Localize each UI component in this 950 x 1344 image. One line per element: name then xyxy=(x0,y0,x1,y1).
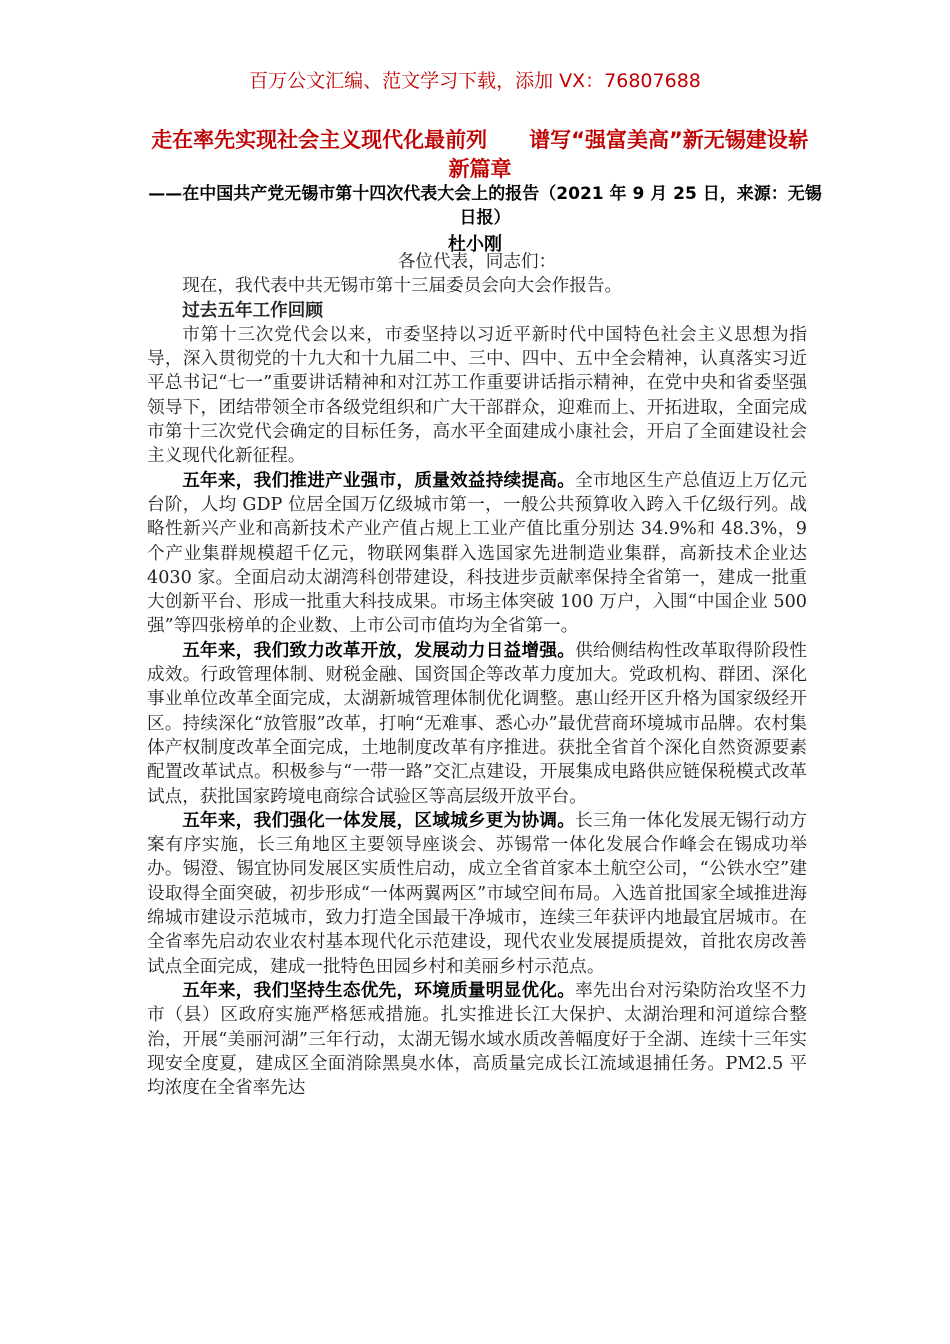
paragraph-lead: 五年来，我们致力改革开放，发展动力日益增强。 xyxy=(182,640,576,661)
document-title: 走在率先实现社会主义现代化最前列 谱写“强富美高”新无锡建设崭新篇章 xyxy=(151,128,809,181)
paragraph-reform xyxy=(147,639,807,809)
greeting: 各位代表，同志们： xyxy=(397,252,557,272)
paragraph-text: 全市地区生产总值迈上万亿元台阶，人均 GDP 位居全国万亿级城市第一，一般公共预算收入跨入千亿级行列。战略性新兴产业和高新技术产业产值占规上工业产值比重分别达 34.9%和 48.3%，9 个产业集群规模超千亿元，物联网集群入选国家先进制造业集群，高新技术企业达 4030 家。全面启动太湖湾科创带建设，科技进步贡献率保持全省第一，建成一批重大创新平台、形成一批重大科技成果。市场主体突破 100 万户，入围“中国企业 500 强”等四张榜单的企业数、上市公司市值均为全省第一。 xyxy=(147,470,807,637)
document-body xyxy=(147,250,807,1100)
overview-paragraph: 市第十三次党代会以来，市委坚持以习近平新时代中国特色社会主义思想为指导，深入贯彻党的十九大和十九届二中、三中、四中、五中全会精神，认真落实习近平总书记“七一”重要讲话精神和对江苏工作重要讲话指示精神，在党中央和省委坚强领导下，团结带领全市各级党组织和广大干部群众，迎难而上、开拓进取，全面完成市第十三次党代会确定的目标任务，高水平全面建成小康社会，开启了全面建设社会主义现代化新征程。 xyxy=(147,324,807,467)
paragraph-text: 率先出台对污染防治攻坚不力市（县）区政府实施严格惩戒措施。扎实推进长江大保护、太湖治理和河道综合整治，开展“美丽河湖”三年行动，太湖无锡水域水质改善幅度好于全湖、连续十三年实现安全度夏，建成区全面消除黑臭水体，高质量完成长江流域退捕任务。PM2.5 平均浓度在全省率先达 xyxy=(147,980,807,1099)
intro-paragraph: 现在，我代表中共无锡市第十三届委员会向大会作报告。 xyxy=(182,276,623,297)
paragraph-industry xyxy=(147,469,807,639)
header-ad: 百万公文汇编、范文学习下载，添加 VX：76807688 xyxy=(249,70,701,92)
paragraph-ecology xyxy=(147,979,807,1100)
section-heading: 过去五年工作回顾 xyxy=(182,300,323,321)
paragraph-lead: 五年来，我们推进产业强市，质量效益持续提高。 xyxy=(182,470,576,491)
author: 杜小刚 xyxy=(448,234,502,255)
paragraph-integration xyxy=(147,809,807,979)
paragraph-text: 供给侧结构性改革取得阶段性成效。行政管理体制、财税金融、国资国企等改革力度加大。党政机构、群团、深化事业单位改革全面完成，太湖新城管理体制优化调整。惠山经开区升格为国家级经开区。持续深化“放管服”改革，打响“无难事、悉心办”最优营商环境城市品牌。农村集体产权制度改革全面完成，土地制度改革有序推进。获批全省首个深化自然资源要素配置改革试点。积极参与“一带一路”交汇点建设，开展集成电路供应链保税模式改革试点，获批国家跨境电商综合试验区等高层级开放平台。 xyxy=(147,640,807,807)
paragraph-text: 长三角一体化发展无锡行动方案有序实施，长三角地区主要领导座谈会、苏锡常一体化发展合作峰会在锡成功举办。锡澄、锡宜协同发展区实质性启动，成立全省首家本土航空公司，“公铁水空”建设取得全面突破，初步形成“一体两翼两区”市域空间布局。入选首批国家全域推进海绵城市建设示范城市，致力打造全国最干净城市，连续三年获评内地最宜居城市。在全省率先启动农业农村基本现代化示范建设，现代农业发展提质提效，首批农房改善试点全面完成，建成一批特色田园乡村和美丽乡村示范点。 xyxy=(147,810,807,977)
document-subtitle: ——在中国共产党无锡市第十四次代表大会上的报告（2021 年 9 月 25 日，来源：无锡日报） xyxy=(148,184,822,228)
paragraph-lead: 五年来，我们坚持生态优先，环境质量明显优化。 xyxy=(182,980,576,1001)
paragraph-lead: 五年来，我们强化一体发展，区域城乡更为协调。 xyxy=(182,810,576,831)
